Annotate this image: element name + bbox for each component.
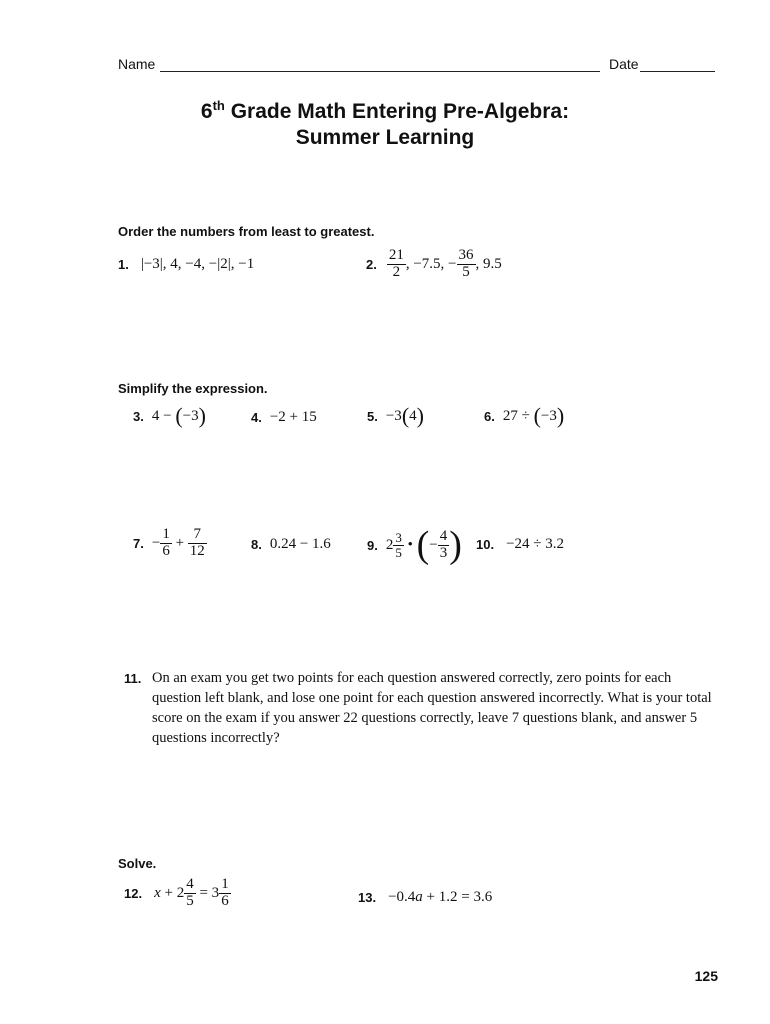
problem-number: 12. (124, 885, 143, 901)
problem-11-number: 11. (124, 671, 142, 686)
expression-part: , −7.5, − (405, 255, 457, 272)
problem-expression: 0.24 − 1.6 (269, 536, 331, 552)
problem-number: 8. (251, 537, 262, 552)
problem-5: 5. −3 ( 4 ) (367, 403, 424, 428)
problem-8 (251, 536, 331, 553)
page-title-line1 (0, 98, 770, 124)
expression-part: − (151, 534, 161, 551)
section-solve-heading: Solve. (118, 856, 157, 871)
fraction: $\frac{36}{5}$ (458, 247, 474, 280)
problem-number: 10. (476, 537, 495, 552)
problem-number: 7. (133, 535, 144, 551)
problem-6: 6. 27 ÷ ( −3 ) (484, 403, 565, 428)
problem-number: 13. (358, 890, 377, 905)
problem-number: 2. (366, 256, 377, 272)
title-sup: th (212, 98, 225, 113)
section-simplify-heading: Simplify the expression. (118, 381, 268, 396)
problem-number: 9. (367, 537, 378, 553)
expression-part: −0.4 (388, 889, 416, 905)
problem-7 (133, 527, 207, 560)
expression-part: −3 (540, 407, 557, 424)
fraction: $\frac{21}{2}$ (388, 247, 404, 280)
fraction: $\frac{4}{5}$ (186, 876, 194, 909)
fraction: $\frac{3}{5}$ (395, 529, 402, 560)
name-line[interactable] (160, 71, 600, 72)
date-line[interactable] (640, 71, 715, 72)
problem-11-text: On an exam you get two points for each question answered correctly, zero points for each question left blank, and lose one point for each question answered incorrectly. What is your total score on the exam if you answer 22 questions correctly, leave 7 questions blank, and answer 5 questions incorrectly? (152, 670, 712, 746)
fraction: $\frac{7}{12}$ (189, 526, 205, 559)
problem-number: 5. (367, 408, 378, 424)
title-grade: 6 (200, 100, 213, 123)
expression-part: + (171, 534, 188, 551)
fraction: $\frac{1}{6}$ (162, 526, 170, 559)
expression-part: • (403, 536, 417, 553)
expression-part: − (429, 536, 438, 553)
date-label: Date (609, 56, 639, 72)
problem-4 (251, 409, 317, 426)
problem-2 (366, 248, 502, 281)
problem-number: 6. (484, 408, 495, 424)
problem-3: 3. 4 − ( −3 ) (133, 403, 206, 428)
problem-expression: |−3|, 4, −4, −|2|, −1 (140, 256, 255, 272)
section-order-heading: Order the numbers from least to greatest. (118, 224, 375, 239)
problem-number: 3. (133, 408, 144, 424)
page-number: 125 (694, 968, 718, 984)
expression-part: 4 − (151, 407, 176, 424)
expression-part: + 1.2 = 3.6 (422, 889, 493, 905)
expression-part: 27 ÷ (502, 407, 534, 424)
problem-expression: −2 + 15 (269, 409, 317, 425)
problem-12 (124, 877, 231, 910)
fraction: $\frac{1}{6}$ (221, 876, 229, 909)
expression-part: 4 (409, 407, 417, 424)
problem-1 (118, 256, 254, 273)
expression-part: + 2 (160, 884, 185, 901)
fraction: $\frac{4}{3}$ (439, 527, 448, 561)
title-rest: Grade Math Entering Pre-Algebra: (224, 100, 570, 123)
problem-number: 4. (251, 410, 262, 425)
expression-part: = 3 (195, 884, 220, 901)
expression-part: x (154, 884, 161, 901)
expression-part: a (415, 889, 423, 905)
page-title-line2: Summer Learning (295, 126, 475, 149)
problem-10 (476, 536, 564, 553)
expression-part: 2 (385, 536, 394, 553)
expression-part: , 9.5 (475, 255, 502, 272)
expression-part: −3 (182, 407, 199, 424)
expression-part: −3 (385, 407, 402, 424)
problem-expression: −24 ÷ 3.2 (506, 536, 565, 552)
problem-13 (358, 889, 492, 906)
problem-9: 9. 2 $\frac{3}{5}$ • ( − $\frac{4}{3}$ ) (367, 524, 462, 566)
name-label: Name (118, 56, 156, 72)
problem-number: 1. (118, 257, 129, 272)
